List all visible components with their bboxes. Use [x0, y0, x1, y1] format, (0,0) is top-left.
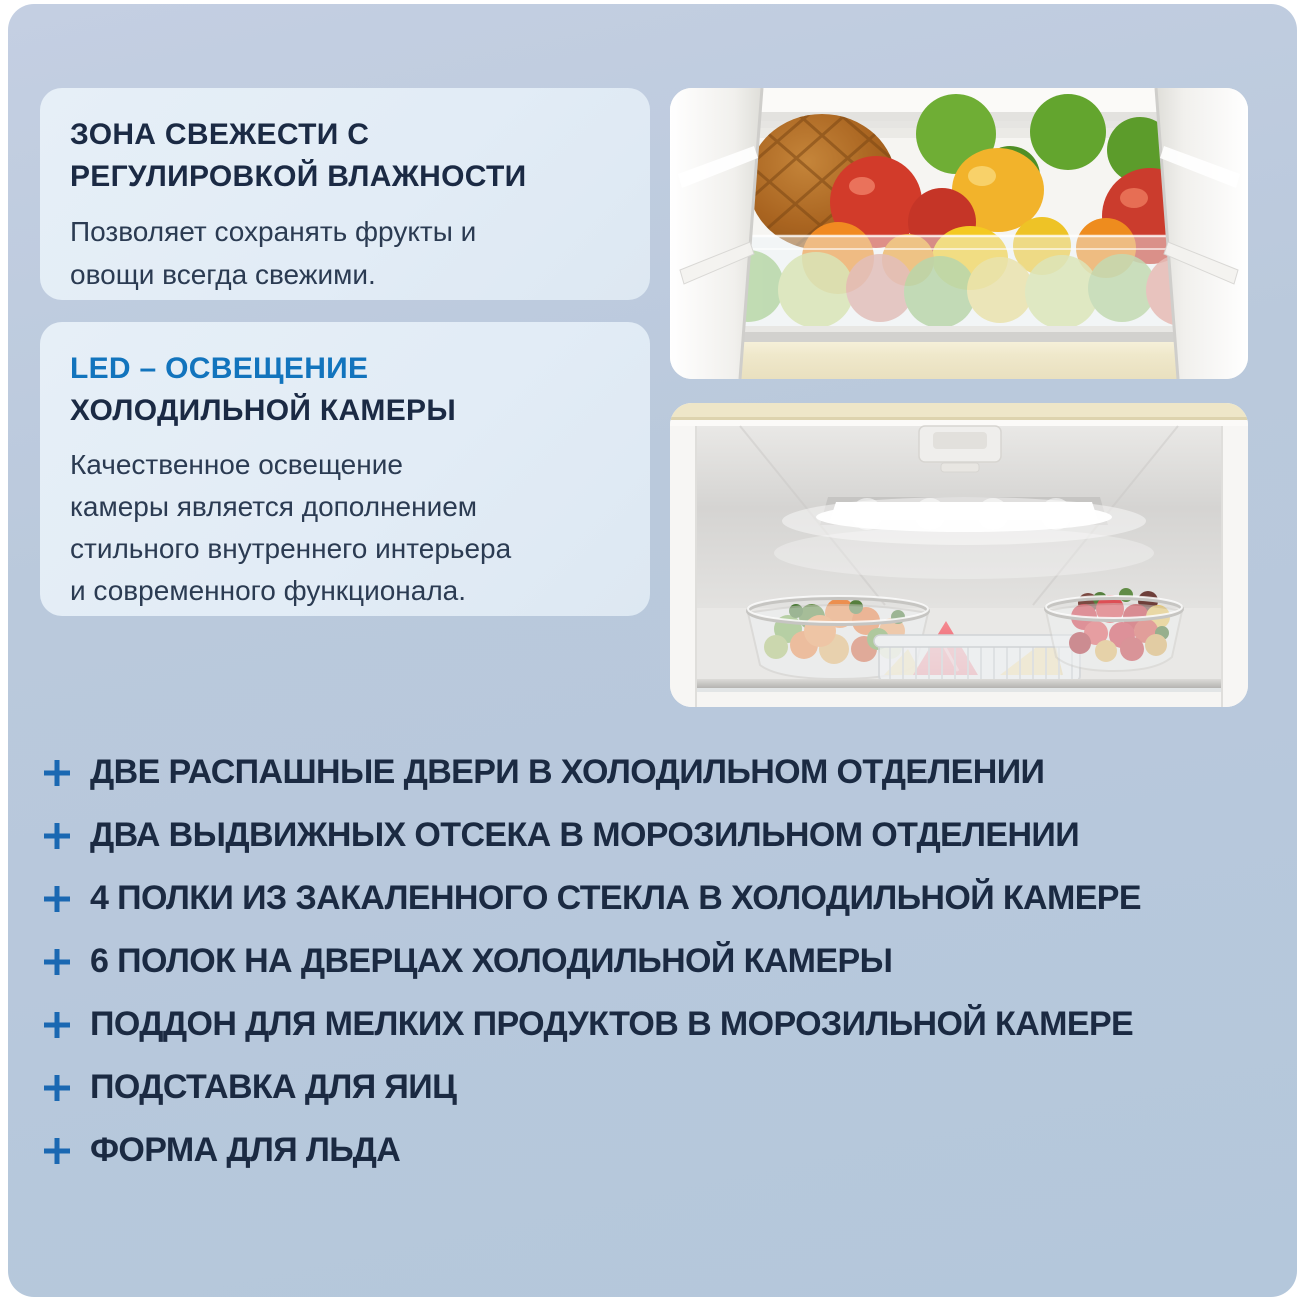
- plus-icon: [40, 1134, 74, 1168]
- left-door-edge: [670, 426, 696, 707]
- led-body-line4: и современного функционала.: [70, 575, 467, 606]
- fridge-base: [684, 342, 1234, 379]
- right-door-edge: [1222, 426, 1248, 707]
- feature-item: [40, 930, 1270, 993]
- features-list: [40, 741, 1270, 1182]
- feature-text: ПОДДОН ДЛЯ МЕЛКИХ ПРОДУКТОВ В МОРОЗИЛЬНОЙ КАМЕРЕ: [90, 1005, 1134, 1043]
- freshness-title-line2: РЕГУЛИРОВКОЙ ВЛАЖНОСТИ: [70, 160, 527, 193]
- feature-item: [40, 804, 1270, 867]
- feature-text: ПОДСТАВКА ДЛЯ ЯИЦ: [90, 1068, 457, 1106]
- feature-text: ДВА ВЫДВИЖНЫХ ОТСЕКА В МОРОЗИЛЬНОМ ОТДЕЛЕНИИ: [90, 816, 1080, 854]
- feature-text: 6 ПОЛОК НА ДВЕРЦАХ ХОЛОДИЛЬНОЙ КАМЕРЫ: [90, 942, 893, 980]
- background-canvas: [8, 4, 1297, 1297]
- feature-text: 4 ПОЛКИ ИЗ ЗАКАЛЕННОГО СТЕКЛА В ХОЛОДИЛЬНОЙ КАМЕРЕ: [90, 879, 1141, 917]
- led-body-line1: Качественное освещение: [70, 449, 403, 480]
- right-bowl: [1046, 588, 1182, 671]
- led-body-line3: стильного внутреннего интерьера: [70, 533, 512, 564]
- fruit-drawer-photo: [670, 88, 1248, 379]
- crisper-drawer-front: [706, 236, 1212, 342]
- led-card: [40, 322, 650, 616]
- led-card-body: [70, 444, 622, 612]
- led-body-line2: камеры является дополнением: [70, 491, 478, 522]
- feature-item: [40, 741, 1270, 804]
- freshness-title-line1: ЗОНА СВЕЖЕСТИ С: [70, 118, 370, 151]
- plus-icon: [40, 819, 74, 853]
- freshness-body-line1: Позволяет сохранять фрукты и: [70, 216, 477, 247]
- plus-icon: [40, 882, 74, 916]
- plus-icon: [40, 756, 74, 790]
- feature-item: [40, 1119, 1270, 1182]
- freshness-body-line2: овощи всегда свежими.: [70, 259, 376, 290]
- led-interior-illustration: [670, 403, 1248, 707]
- led-interior-photo: [670, 403, 1248, 707]
- led-card-title: [70, 348, 622, 432]
- plus-icon: [40, 1071, 74, 1105]
- glass-shelf: [670, 677, 1248, 707]
- feature-item: [40, 1056, 1270, 1119]
- led-title-accent: LED – ОСВЕЩЕНИЕ: [70, 352, 369, 385]
- led-light: [774, 497, 1154, 579]
- freshness-card-title: [70, 114, 622, 198]
- freshness-card-body: [70, 210, 622, 296]
- door-top-edge: [670, 403, 1248, 419]
- fruit-drawer-illustration: [670, 88, 1248, 379]
- feature-text: ДВЕ РАСПАШНЫЕ ДВЕРИ В ХОЛОДИЛЬНОМ ОТДЕЛЕНИИ: [90, 753, 1045, 791]
- feature-text: ФОРМА ДЛЯ ЛЬДА: [90, 1131, 401, 1169]
- led-title-rest: ХОЛОДИЛЬНОЙ КАМЕРЫ: [70, 394, 457, 427]
- feature-item: [40, 993, 1270, 1056]
- plus-icon: [40, 1008, 74, 1042]
- feature-item: [40, 867, 1270, 930]
- plus-icon: [40, 945, 74, 979]
- freshness-card: [40, 88, 650, 300]
